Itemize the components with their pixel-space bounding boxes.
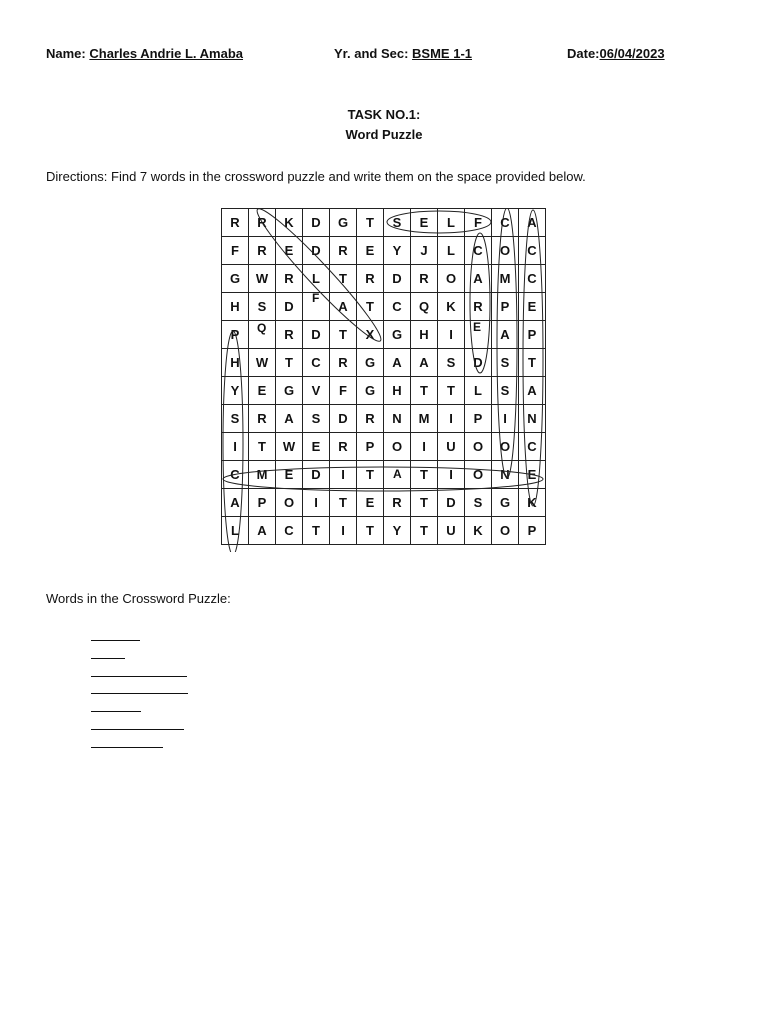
grid-table (221, 208, 546, 545)
grid-cell: R (411, 265, 438, 293)
grid-row (222, 321, 546, 349)
grid-cell: T (411, 517, 438, 545)
grid-cell: T (357, 209, 384, 237)
grid-cell: C (492, 209, 519, 237)
grid-cell: F (465, 209, 492, 237)
grid-cell: O (492, 237, 519, 265)
grid-cell: C (276, 517, 303, 545)
answer-blank[interactable] (91, 711, 141, 712)
words-label: Words in the Crossword Puzzle: (46, 591, 231, 606)
grid-cell: D (303, 321, 330, 349)
floating-letter-q: Q (257, 321, 267, 335)
grid-cell: D (330, 405, 357, 433)
grid-cell: S (384, 209, 411, 237)
directions-text: Directions: Find 7 words in the crossword puzzle and write them on the space provided below. (46, 169, 586, 184)
grid-cell: A (249, 517, 276, 545)
grid-cell: E (276, 237, 303, 265)
grid-cell: M (249, 461, 276, 489)
grid-cell: G (330, 209, 357, 237)
puzzle-title: Word Puzzle (345, 127, 423, 142)
grid-cell: U (438, 517, 465, 545)
floating-letter-f: F (312, 291, 320, 305)
grid-cell: I (438, 405, 465, 433)
grid-cell: C (465, 237, 492, 265)
grid-cell: A (222, 489, 249, 517)
grid-cell: S (222, 405, 249, 433)
grid-cell: L (438, 237, 465, 265)
grid-cell: P (519, 321, 546, 349)
grid-cell: E (519, 461, 546, 489)
grid-cell: O (384, 433, 411, 461)
grid-cell: G (357, 377, 384, 405)
name-field (46, 46, 243, 61)
grid-cell: A (465, 265, 492, 293)
grid-row (222, 237, 546, 265)
grid-cell: A (330, 293, 357, 321)
grid-row (222, 349, 546, 377)
grid-cell: P (222, 321, 249, 349)
grid-cell: A (519, 377, 546, 405)
grid-cell: L (222, 517, 249, 545)
grid-cell: E (276, 461, 303, 489)
grid-cell: V (303, 377, 330, 405)
grid-cell: H (411, 321, 438, 349)
grid-row (222, 517, 546, 545)
grid-cell: T (438, 377, 465, 405)
grid-cell: I (303, 489, 330, 517)
floating-letter-a: A (393, 467, 402, 481)
grid-cell: R (384, 489, 411, 517)
grid-cell: S (492, 377, 519, 405)
grid-cell: O (492, 517, 519, 545)
grid-cell: A (411, 349, 438, 377)
answer-blank[interactable] (91, 729, 184, 730)
word-search-grid (221, 208, 547, 552)
grid-cell: E (357, 237, 384, 265)
grid-cell: T (519, 349, 546, 377)
grid-row (222, 293, 546, 321)
grid-cell: R (330, 433, 357, 461)
grid-cell: E (303, 433, 330, 461)
grid-cell: R (222, 209, 249, 237)
grid-cell: L (465, 377, 492, 405)
grid-cell: H (222, 349, 249, 377)
grid-cell: O (438, 265, 465, 293)
grid-row (222, 209, 546, 237)
grid-row (222, 405, 546, 433)
grid-cell: A (276, 405, 303, 433)
grid-cell: P (465, 405, 492, 433)
task-title: TASK NO.1: (347, 107, 421, 122)
grid-cell: T (357, 517, 384, 545)
grid-cell: L (438, 209, 465, 237)
answer-blank[interactable] (91, 676, 187, 677)
grid-cell: K (519, 489, 546, 517)
grid-cell: A (519, 209, 546, 237)
grid-cell: T (330, 265, 357, 293)
grid-cell: W (249, 349, 276, 377)
grid-cell: T (303, 517, 330, 545)
grid-cell: G (222, 265, 249, 293)
grid-row (222, 461, 546, 489)
grid-cell: H (384, 377, 411, 405)
grid-cell: D (303, 461, 330, 489)
grid-cell: I (438, 461, 465, 489)
grid-cell: R (330, 237, 357, 265)
grid-cell: M (411, 405, 438, 433)
grid-cell: D (303, 237, 330, 265)
grid-cell: T (411, 461, 438, 489)
grid-cell: N (384, 405, 411, 433)
grid-cell: U (438, 433, 465, 461)
grid-cell: O (465, 461, 492, 489)
grid-cell: R (330, 349, 357, 377)
grid-cell: W (276, 433, 303, 461)
grid-cell: I (492, 405, 519, 433)
grid-cell: C (519, 265, 546, 293)
grid-cell: T (411, 489, 438, 517)
grid-cell: K (276, 209, 303, 237)
grid-cell: R (357, 265, 384, 293)
grid-cell: G (492, 489, 519, 517)
grid-row (222, 489, 546, 517)
grid-cell: H (222, 293, 249, 321)
grid-cell: E (249, 377, 276, 405)
grid-cell: Y (222, 377, 249, 405)
grid-cell: R (249, 405, 276, 433)
grid-cell: X (357, 321, 384, 349)
grid-row (222, 433, 546, 461)
grid-cell: P (519, 517, 546, 545)
grid-cell: D (276, 293, 303, 321)
grid-cell: T (276, 349, 303, 377)
grid-cell: I (438, 321, 465, 349)
grid-cell: I (222, 433, 249, 461)
grid-cell: P (249, 489, 276, 517)
grid-cell: C (519, 237, 546, 265)
grid-cell: D (303, 209, 330, 237)
grid-cell: D (384, 265, 411, 293)
grid-cell: D (465, 349, 492, 377)
grid-cell: R (276, 321, 303, 349)
grid-cell: E (411, 209, 438, 237)
grid-cell: M (492, 265, 519, 293)
answer-blank[interactable] (91, 640, 140, 641)
grid-cell: J (411, 237, 438, 265)
grid-cell: S (438, 349, 465, 377)
name-label: Name: (46, 46, 86, 61)
grid-cell: O (465, 433, 492, 461)
grid-cell: I (330, 461, 357, 489)
floating-letter-e: E (473, 320, 482, 334)
grid-cell: R (249, 209, 276, 237)
grid-cell: A (384, 349, 411, 377)
grid-cell: I (411, 433, 438, 461)
grid-cell: O (276, 489, 303, 517)
grid-cell: L (303, 265, 330, 293)
section-field (334, 46, 472, 61)
grid-cell: T (249, 433, 276, 461)
answer-blank[interactable] (91, 747, 163, 748)
grid-row (222, 377, 546, 405)
grid-cell: N (492, 461, 519, 489)
grid-cell: E (357, 489, 384, 517)
grid-cell: A (492, 321, 519, 349)
grid-cell: N (519, 405, 546, 433)
grid-cell: G (384, 321, 411, 349)
grid-cell: R (357, 405, 384, 433)
grid-cell: S (249, 293, 276, 321)
grid-cell: G (357, 349, 384, 377)
grid-cell: K (438, 293, 465, 321)
grid-cell: T (357, 293, 384, 321)
answer-blank[interactable] (91, 693, 188, 694)
grid-cell: R (276, 265, 303, 293)
section-value: BSME 1-1 (412, 46, 473, 61)
grid-cell: Q (411, 293, 438, 321)
grid-cell: I (330, 517, 357, 545)
grid-cell: F (330, 377, 357, 405)
date-value: 06/04/2023 (599, 46, 665, 61)
grid-cell: S (492, 349, 519, 377)
grid-cell: R (465, 293, 492, 321)
grid-cell: E (519, 293, 546, 321)
grid-cell: C (303, 349, 330, 377)
date-field (567, 46, 665, 61)
grid-cell: T (411, 377, 438, 405)
grid-cell: T (330, 321, 357, 349)
grid-cell: C (222, 461, 249, 489)
grid-cell: C (519, 433, 546, 461)
grid-cell: P (357, 433, 384, 461)
date-label: Date: (567, 46, 600, 61)
answer-blank[interactable] (91, 658, 125, 659)
grid-cell: T (330, 489, 357, 517)
grid-cell: W (249, 265, 276, 293)
grid-cell: K (465, 517, 492, 545)
grid-cell: G (276, 377, 303, 405)
grid-cell: O (492, 433, 519, 461)
grid-cell: P (492, 293, 519, 321)
grid-cell: F (222, 237, 249, 265)
grid-row (222, 265, 546, 293)
grid-cell: T (357, 461, 384, 489)
grid-cell: S (465, 489, 492, 517)
grid-cell: D (438, 489, 465, 517)
section-label: Yr. and Sec: (334, 46, 409, 61)
grid-cell: R (249, 237, 276, 265)
grid-cell: Y (384, 237, 411, 265)
name-value: Charles Andrie L. Amaba (89, 46, 244, 61)
grid-cell: C (384, 293, 411, 321)
grid-cell: Y (384, 517, 411, 545)
grid-cell: S (303, 405, 330, 433)
